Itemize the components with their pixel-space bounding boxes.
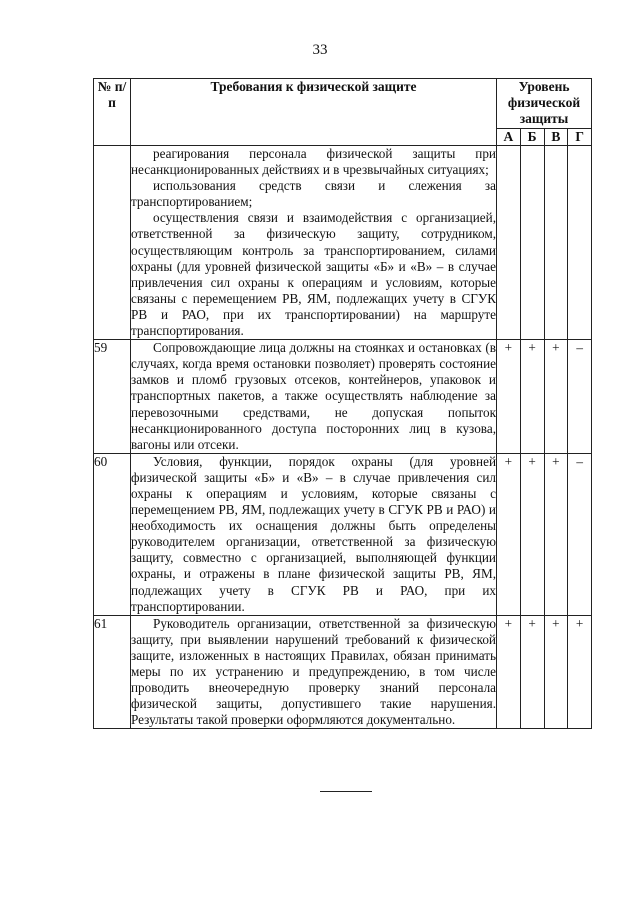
requirement-text: [131, 340, 497, 454]
header-number: № п/п: [94, 79, 131, 146]
requirement-paragraph: Сопровождающие лица должны на стоянках и остановках (в случаях, когда время остановки позволяет) проверять состояние замков и пломб грузовых отсеков, контейнеров, упаковок и транспортных пакетов, а также осуществлять наблюдение за перевозочными средствами, не допуская попыток несанкционированного доступа посторонних лиц в кузова, вагоны или отсеки.: [131, 340, 496, 452]
header-requirements: Требования к физической защите: [131, 79, 497, 146]
header-level-a: А: [497, 129, 521, 146]
header-level-v: В: [544, 129, 568, 146]
row-number: 61: [94, 615, 131, 729]
level-a-mark: [497, 146, 521, 340]
table-row: [94, 615, 592, 729]
requirement-text: [131, 453, 497, 615]
level-a-mark: +: [497, 615, 521, 729]
level-b-mark: +: [520, 340, 544, 454]
requirement-paragraph: использования средств связи и слежения за транспортированием;: [131, 178, 496, 210]
level-v-mark: [544, 146, 568, 340]
requirement-text: [131, 146, 497, 340]
requirements-table: [93, 78, 592, 729]
page-number: 33: [312, 42, 328, 58]
requirement-paragraph: Условия, функции, порядок охраны (для уровней физической защиты «Б» и «В» – в случае привлечения сил охраны к операциям и условиям, которые связаны с перемещением РВ, ЯМ, подлежащих учету в СГУК РВ и РАО) и необходимость их оснащения должны быть определены руководителем организации, ответственной за физическую защиту, совместно с организацией, выполняющей функции охраны, и отражены в плане физической защиты РВ, ЯМ, подлежащих учету в СГУК РВ и РАО, при их транспортировании.: [131, 453, 496, 614]
level-b-mark: +: [520, 453, 544, 615]
level-b-mark: +: [520, 615, 544, 729]
requirement-paragraph: Руководитель организации, ответственной за физическую защиту, при выявлении нарушений требований к физической защите, изложенных в настоящих Правилах, обязан принимать меры по их устранению и предупреждению, в том числе проводить внеочередную проверку знаний персонала физической защиты, допустившего такие нарушения. Результаты такой проверки оформляются документально.: [131, 615, 496, 728]
level-v-mark: +: [544, 340, 568, 454]
header-level-g: Г: [568, 129, 592, 146]
level-g-mark: +: [568, 615, 592, 729]
row-number: 60: [94, 453, 131, 615]
level-g-mark: [568, 146, 592, 340]
level-a-mark: +: [497, 453, 521, 615]
level-b-mark: [520, 146, 544, 340]
level-g-mark: –: [568, 340, 592, 454]
level-v-mark: +: [544, 615, 568, 729]
header-protection-level: Уровень физической защиты: [497, 79, 592, 129]
level-v-mark: +: [544, 453, 568, 615]
requirement-paragraph: осуществления связи и взаимодействия с организацией, ответственной за физическую защиту, сотрудником, осуществляющим контроль за транспортированием, силами охраны (для уровней физической защиты «Б» и «В» – в случае привлечения сил охраны к операциям и условиям, которые связаны с перемещением РВ, ЯМ, подлежащих учету в СГУК РВ и РАО, при их транспортировании) на маршруте транспортирования.: [131, 210, 496, 339]
header-level-b: Б: [520, 129, 544, 146]
row-number: 59: [94, 340, 131, 454]
level-g-mark: –: [568, 453, 592, 615]
row-number: [94, 146, 131, 340]
level-a-mark: +: [497, 340, 521, 454]
requirement-text: [131, 615, 497, 729]
end-of-section-rule: [320, 791, 372, 792]
table-row: [94, 340, 592, 454]
table-row: [94, 453, 592, 615]
requirement-paragraph: реагирования персонала физической защиты при несанкционированных действиях и в чрезвычайных ситуациях;: [131, 146, 496, 178]
table-row: [94, 146, 592, 340]
